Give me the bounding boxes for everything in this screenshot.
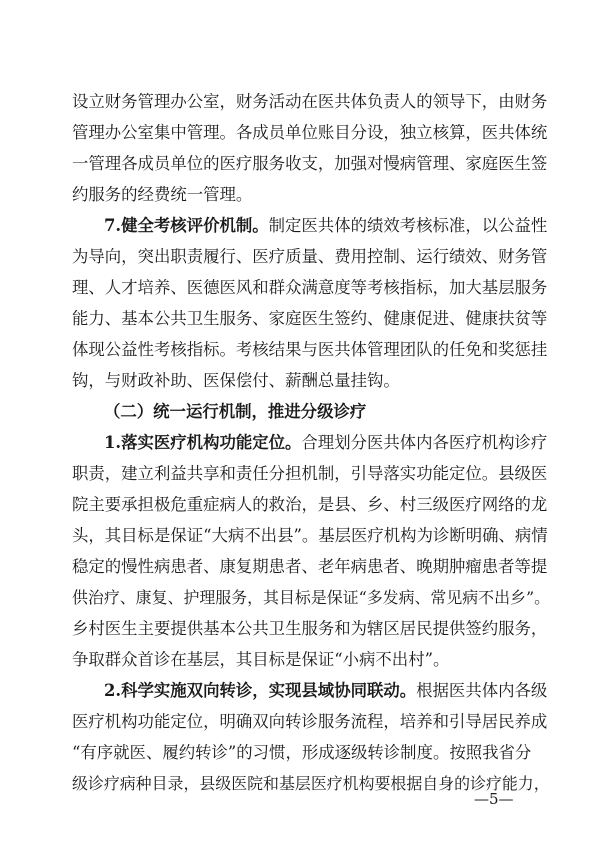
item-1-first-line — [104, 432, 547, 454]
paragraph-line: 争取群众首诊在基层，其目标是保证“小病不出村”。 — [72, 650, 450, 669]
paragraph-line: 为导向，突出职责履行、医疗质量、费用控制、运行绩效、财务管 — [72, 247, 548, 266]
paragraph-line: 钩，与财政补助、医保偿付、薪酬总量挂钩。 — [72, 371, 400, 390]
paragraph-line: 医疗机构功能定位，明确双向转诊服务流程，培养和引导居民养成 — [72, 712, 548, 731]
paragraph-line: 乡村医生主要提供基本公共卫生服务和为辖区居民提供签约服务， — [72, 619, 548, 638]
paragraph-line: 稳定的慢性病患者、康复期患者、老年病患者、晚期肿瘤患者等提 — [72, 557, 548, 576]
paragraph-line: 一管理各成员单位的医疗服务收支，加强对慢病管理、家庭医生签 — [72, 154, 548, 173]
item-7-heading: 7.健全考核评价机制。 — [104, 216, 269, 235]
item-7-first-line-text: 制定医共体的绩效考核标准，以公益性 — [268, 216, 548, 235]
paragraph-line: 能力、基本公共卫生服务、家庭医生签约、健康促进、健康扶贫等 — [72, 309, 548, 328]
paragraph-line: 职责，建立利益共享和责任分担机制，引导落实功能定位。县级医 — [72, 464, 548, 483]
paragraph-line: 供治疗、康复、护理服务，其目标是保证“多发病、常见病不出乡”。 — [72, 588, 551, 607]
item-2-heading: 2.科学实施双向转诊，实现县域协同联动。 — [104, 681, 417, 700]
paragraph-line: 体现公益性考核指标。考核结果与医共体管理团队的任免和奖惩挂 — [72, 340, 548, 359]
page-number: —5— — [474, 790, 514, 808]
paragraph-line: 理、人才培养、医德医风和群众满意度等考核指标，加大基层服务 — [72, 278, 548, 297]
paragraph-line: “有序就医、履约转诊”的习惯，形成逐级转诊制度。按照我省分 — [72, 743, 532, 762]
paragraph-line: 约服务的经费统一管理。 — [72, 185, 253, 204]
paragraph-line: 级诊疗病种目录，县级医院和基层医疗机构要根据自身的诊疗能力， — [72, 774, 550, 793]
paragraph-line: 头，其目标是保证“大病不出县”。基层医疗机构为诊断明确、病情 — [72, 526, 548, 545]
item-1-heading: 1.落实医疗机构功能定位。 — [104, 433, 302, 452]
paragraph-line: 设立财务管理办公室，财务活动在医共体负责人的领导下，由财务 — [72, 92, 548, 111]
item-1-first-line-text: 合理划分医共体内各医疗机构诊疗 — [301, 433, 548, 452]
item-2-first-line-text: 根据医共体内各级 — [416, 681, 548, 700]
paragraph-line: 管理办公室集中管理。各成员单位账目分设，独立核算，医共体统 — [72, 123, 548, 142]
section-heading: （二）统一运行机制，推进分级诊疗 — [104, 402, 367, 421]
item-7-first-line — [104, 215, 547, 237]
item-2-first-line — [104, 680, 547, 702]
paragraph-line: 院主要承担极危重症病人的救治，是县、乡、村三级医疗网络的龙 — [72, 495, 548, 514]
